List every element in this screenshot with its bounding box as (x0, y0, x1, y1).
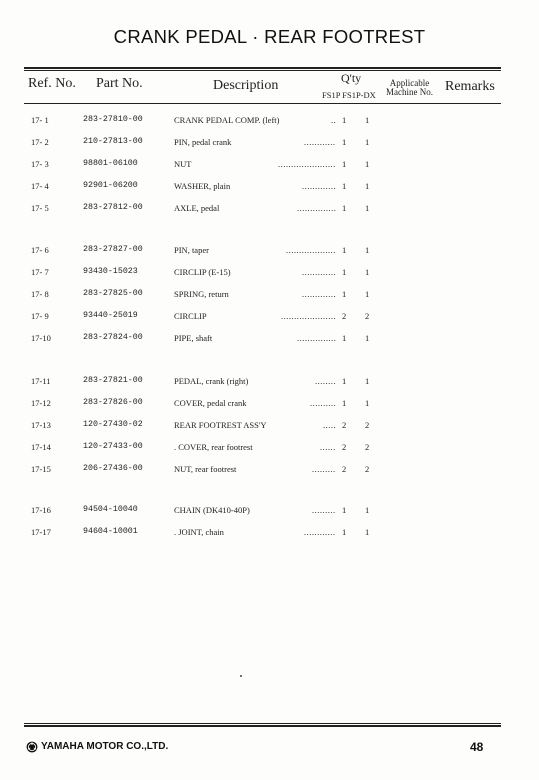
qty-fs1p: 1 (342, 181, 347, 191)
qty-fs1p: 1 (342, 245, 347, 255)
ref-no: 17- 9 (31, 311, 49, 321)
part-no: 283-27825-00 (83, 289, 143, 298)
ref-no: 17-10 (31, 333, 51, 343)
leader-dots: ............ (304, 137, 336, 147)
leader-dots: ...................... (278, 159, 336, 169)
description: AXLE, pedal (174, 203, 220, 213)
qty-fs1p-dx: 2 (365, 420, 370, 430)
header-bottom-rule (24, 103, 501, 104)
leader-dots: ............. (302, 181, 337, 191)
description: NUT, rear footrest (174, 464, 237, 474)
part-no: 283-27826-00 (83, 398, 143, 407)
table-row (0, 311, 539, 325)
qty-fs1p-dx: 1 (365, 245, 370, 255)
part-no: 120-27433-00 (83, 442, 143, 451)
ref-no: 17- 3 (31, 159, 49, 169)
leader-dots: .......... (310, 398, 337, 408)
part-no: 206-27436-00 (83, 464, 143, 473)
leader-dots: ..... (323, 420, 337, 430)
ref-no: 17- 6 (31, 245, 49, 255)
table-row (0, 464, 539, 478)
footer-rule-thin (24, 723, 501, 724)
qty-fs1p: 1 (342, 289, 347, 299)
qty-fs1p-dx: 1 (365, 137, 370, 147)
qty-fs1p-dx: 1 (365, 527, 370, 537)
stray-dot (240, 675, 242, 677)
description: CIRCLIP (E-15) (174, 267, 231, 277)
qty-fs1p: 1 (342, 398, 347, 408)
table-row (0, 398, 539, 412)
qty-fs1p-dx: 1 (365, 505, 370, 515)
ref-no: 17-14 (31, 442, 51, 452)
qty-fs1p: 1 (342, 333, 347, 343)
qty-fs1p-dx: 2 (365, 464, 370, 474)
description: PEDAL, crank (right) (174, 376, 249, 386)
ref-no: 17-15 (31, 464, 51, 474)
table-row (0, 159, 539, 173)
qty-fs1p: 1 (342, 505, 347, 515)
qty-fs1p-dx: 1 (365, 333, 370, 343)
qty-fs1p: 2 (342, 420, 347, 430)
ref-no: 17-11 (31, 376, 51, 386)
ref-no: 17- 2 (31, 137, 49, 147)
table-row (0, 333, 539, 347)
description: PIN, pedal crank (174, 137, 232, 147)
qty-fs1p: 1 (342, 137, 347, 147)
qty-fs1p-dx: 1 (365, 267, 370, 277)
qty-fs1p-dx: 1 (365, 203, 370, 213)
table-row (0, 203, 539, 217)
part-no: 92901-06200 (83, 181, 138, 190)
page-number: 48 (470, 740, 484, 754)
leader-dots: ............. (302, 267, 337, 277)
footer-rule (24, 725, 501, 727)
qty-fs1p: 1 (342, 203, 347, 213)
column-header-ref: Ref. No. (28, 76, 76, 91)
description: WASHER, plain (174, 181, 231, 191)
ref-no: 17-16 (31, 505, 51, 515)
qty-fs1p-dx: 1 (365, 398, 370, 408)
description: SPRING, return (174, 289, 229, 299)
part-no: 93430-15023 (83, 267, 138, 276)
description: CIRCLIP (174, 311, 207, 321)
description: REAR FOOTREST ASS'Y (174, 420, 267, 430)
qty-fs1p-dx: 2 (365, 442, 370, 452)
qty-fs1p-dx: 1 (365, 289, 370, 299)
qty-fs1p-dx: 2 (365, 311, 370, 321)
table-row (0, 181, 539, 195)
yamaha-logo-icon (26, 741, 38, 753)
table-row (0, 245, 539, 259)
leader-dots: ............ (304, 527, 336, 537)
leader-dots: ................... (286, 245, 336, 255)
leader-dots: ......... (312, 464, 336, 474)
column-header-applicable (386, 79, 433, 97)
leader-dots: ...... (320, 442, 336, 452)
table-row (0, 376, 539, 390)
column-header-qty: Q'ty (341, 71, 362, 85)
table-row (0, 137, 539, 151)
ref-no: 17- 4 (31, 181, 49, 191)
description: . JOINT, chain (174, 527, 224, 537)
qty-fs1p: 1 (342, 115, 347, 125)
qty-fs1p: 2 (342, 311, 347, 321)
qty-fs1p: 1 (342, 376, 347, 386)
qty-fs1p: 2 (342, 442, 347, 452)
ref-no: 17- 5 (31, 203, 49, 213)
qty-fs1p: 1 (342, 159, 347, 169)
ref-no: 17- 8 (31, 289, 49, 299)
part-no: 93440-25019 (83, 311, 138, 320)
applicable-line-1: Applicable (389, 78, 430, 88)
part-no: 98801-06100 (83, 159, 138, 168)
leader-dots: ............. (302, 289, 337, 299)
part-no: 210-27813-00 (83, 137, 143, 146)
description: . COVER, rear footrest (174, 442, 253, 452)
column-header-description: Description (213, 78, 279, 93)
description: PIN, taper (174, 245, 209, 255)
qty-fs1p: 2 (342, 464, 347, 474)
part-no: 283-27821-00 (83, 376, 143, 385)
leader-dots: ........ (315, 376, 336, 386)
leader-dots: ............... (297, 203, 337, 213)
part-no: 283-27824-00 (83, 333, 143, 342)
column-header-qty-models: FS1P FS1P-DX (322, 90, 376, 100)
qty-fs1p-dx: 1 (365, 159, 370, 169)
part-no: 283-27810-00 (83, 115, 143, 124)
description: COVER, pedal crank (174, 398, 247, 408)
description: NUT (174, 159, 192, 169)
table-row (0, 505, 539, 519)
qty-fs1p: 1 (342, 267, 347, 277)
leader-dots: .. (331, 115, 337, 125)
table-row (0, 267, 539, 281)
table-row (0, 442, 539, 456)
header-top-rule (24, 67, 501, 69)
leader-dots: ............... (297, 333, 337, 343)
part-no: 120-27430-02 (83, 420, 143, 429)
qty-fs1p: 1 (342, 527, 347, 537)
description: CHAIN (DK410-40P) (174, 505, 250, 515)
qty-fs1p-dx: 1 (365, 376, 370, 386)
page-title: CRANK PEDAL · REAR FOOTREST (113, 26, 426, 47)
part-no: 283-27827-00 (83, 245, 143, 254)
qty-fs1p-dx: 1 (365, 181, 370, 191)
leader-dots: ......... (312, 505, 336, 515)
ref-no: 17-13 (31, 420, 51, 430)
table-row (0, 115, 539, 129)
qty-fs1p-dx: 1 (365, 115, 370, 125)
table-row (0, 527, 539, 541)
ref-no: 17-12 (31, 398, 51, 408)
column-header-part: Part No. (96, 76, 143, 91)
table-row (0, 289, 539, 303)
applicable-line-2: Machine No. (386, 87, 433, 97)
header-top-rule-thin (24, 70, 501, 71)
part-no: 94604-10001 (83, 527, 138, 536)
description: CRANK PEDAL COMP. (left) (174, 115, 280, 125)
part-no: 283-27812-00 (83, 203, 143, 212)
company-name: YAMAHA MOTOR CO.,LTD. (41, 741, 169, 752)
ref-no: 17-17 (31, 527, 51, 537)
ref-no: 17- 7 (31, 267, 49, 277)
leader-dots: ..................... (281, 311, 337, 321)
description: PIPE, shaft (174, 333, 213, 343)
column-header-remarks: Remarks (445, 79, 495, 94)
ref-no: 17- 1 (31, 115, 49, 125)
table-row (0, 420, 539, 434)
part-no: 94504-10040 (83, 505, 138, 514)
